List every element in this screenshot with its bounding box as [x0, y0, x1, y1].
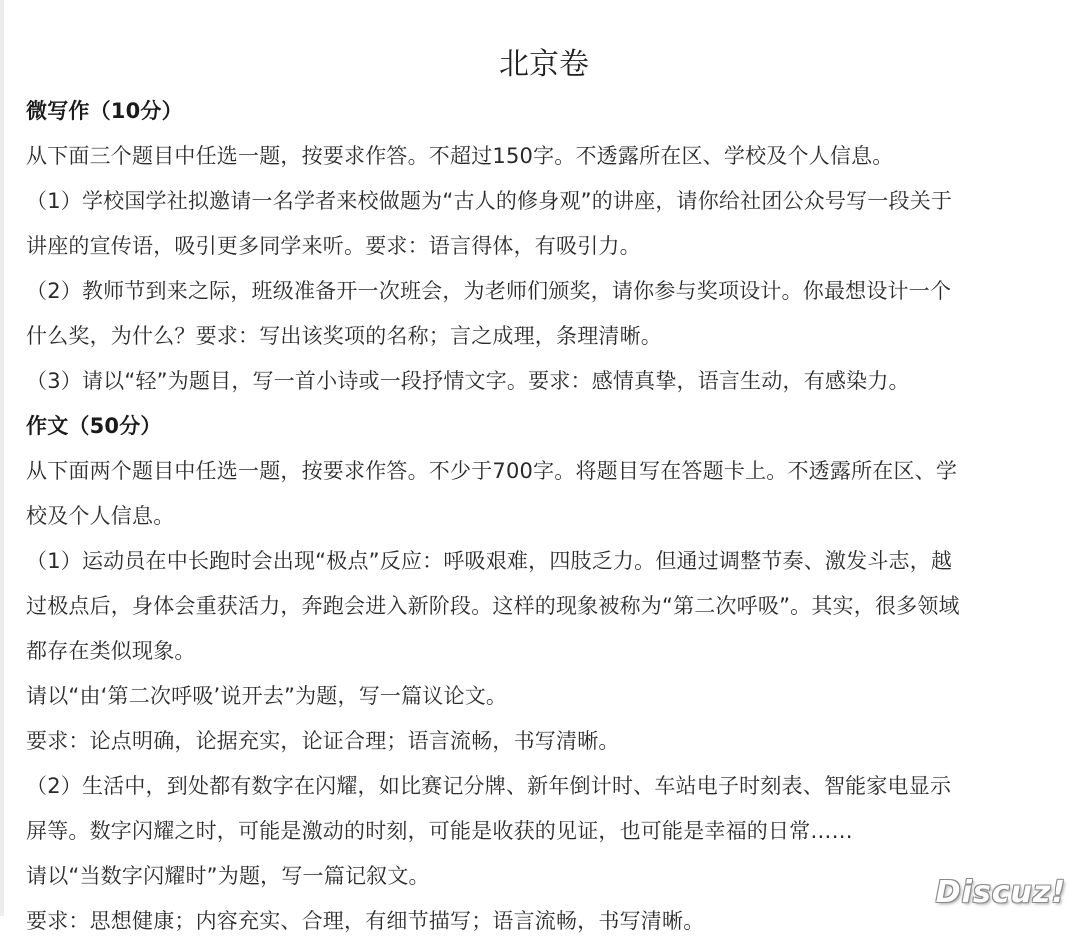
essay-option-2: （2）生活中，到处都有数字在闪耀，如比赛记分牌、新年倒计时、车站电子时刻表、智能家电显示 — [26, 774, 952, 798]
micro-writing-option-2: （2）教师节到来之际，班级准备开一次班会，为老师们颁奖，请你参与奖项设计。你最想设计一个 — [26, 279, 952, 303]
essay-option-2-requirements: 要求：思想健康；内容充实、合理，有细节描写；语言流畅，书写清晰。 — [26, 909, 705, 933]
essay-option-1: （1）运动员在中长跑时会出现“极点”反应：呼吸艰难，四肢乏力。但通过调整节奏、激发斗志，越 — [26, 549, 953, 573]
document-body — [26, 89, 1078, 944]
section-heading-micro-writing: 微写作（10分） — [26, 99, 183, 123]
essay-option-1-cont-2: 都存在类似现象。 — [26, 639, 196, 663]
essay-option-2-prompt: 请以“当数字闪耀时”为题，写一篇记叙文。 — [26, 864, 430, 888]
discuz-watermark: Discuz! — [935, 875, 1066, 910]
essay-option-1-cont: 过极点后，身体会重获活力，奔跑会进入新阶段。这样的现象被称为“第二次呼吸”。其实，很多领域 — [26, 594, 960, 618]
micro-writing-option-1: （1）学校国学社拟邀请一名学者来校做题为“古人的修身观”的讲座，请你给社团公众号写一段关于 — [26, 189, 953, 213]
page-title: 北京卷 — [499, 47, 589, 82]
section-heading-essay: 作文（50分） — [26, 414, 162, 438]
essay-instructions: 从下面两个题目中任选一题，按要求作答。不少于700字。将题目写在答题卡上。不透露所在区、学 — [26, 459, 958, 483]
essay-option-1-prompt: 请以“由‘第二次呼吸’说开去”为题，写一篇议论文。 — [26, 684, 508, 708]
micro-writing-option-3: （3）请以“轻”为题目，写一首小诗或一段抒情文字。要求：感情真挚，语言生动，有感染力。 — [26, 369, 910, 393]
micro-writing-instructions: 从下面三个题目中任选一题，按要求作答。不超过150字。不透露所在区、学校及个人信息。 — [26, 144, 894, 168]
essay-option-2-cont: 屏等。数字闪耀之时，可能是激动的时刻，可能是收获的见证，也可能是幸福的日常…… — [26, 819, 853, 843]
essay-instructions-cont: 校及个人信息。 — [26, 504, 175, 528]
micro-writing-option-2-cont: 什么奖，为什么？要求：写出该奖项的名称；言之成理，条理清晰。 — [26, 324, 662, 348]
essay-option-1-requirements: 要求：论点明确，论据充实，论证合理；语言流畅，书写清晰。 — [26, 729, 620, 753]
micro-writing-option-1-cont: 讲座的宣传语，吸引更多同学来听。要求：语言得体，有吸引力。 — [26, 234, 641, 258]
